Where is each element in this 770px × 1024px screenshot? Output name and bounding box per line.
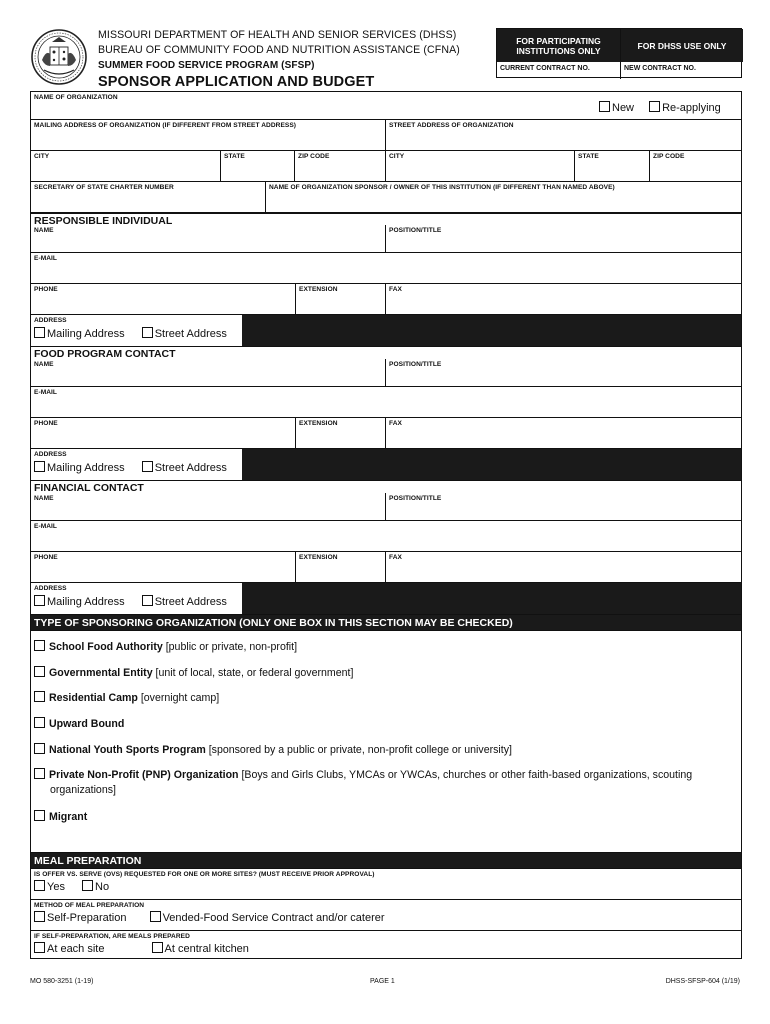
food-contact-email-field[interactable] bbox=[31, 386, 741, 417]
missouri-seal-icon bbox=[30, 28, 88, 86]
sponsor-type-name: School Food Authority bbox=[49, 641, 163, 653]
charter-number-field[interactable] bbox=[31, 182, 265, 212]
email-label: E-MAIL bbox=[34, 523, 58, 530]
where-prepared-row bbox=[31, 930, 741, 959]
central-kitchen-label: At central kitchen bbox=[164, 943, 249, 955]
sponsor-type-desc: [Boys and Girls Clubs, YMCAs or YWCAs, churches or other faith-based organizations, scouting bbox=[238, 769, 693, 781]
address-label: ADDRESS bbox=[34, 451, 67, 458]
form-page bbox=[30, 28, 742, 955]
ovs-row bbox=[31, 868, 741, 899]
financial-section-header: FINANCIAL CONTACT bbox=[31, 480, 741, 493]
sponsor-type-desc: [public or private, non-profit] bbox=[162, 641, 298, 653]
position-label: POSITION/TITLE bbox=[389, 495, 442, 502]
sponsor-type-name: Upward Bound bbox=[49, 718, 125, 730]
sponsor-type-name: Governmental Entity bbox=[49, 667, 153, 679]
mailing-address-checkbox[interactable] bbox=[34, 327, 45, 338]
sponsor-type-name: Residential Camp bbox=[49, 692, 138, 704]
financial-fax-field[interactable] bbox=[385, 552, 741, 582]
financial-position-field[interactable] bbox=[385, 493, 741, 520]
upward-bound-checkbox[interactable] bbox=[34, 717, 45, 728]
sponsor-owner-label: NAME OF ORGANIZATION SPONSOR / OWNER OF THIS INSTITUTION (IF DIFFERENT THAN NAMED ABOVE) bbox=[269, 184, 615, 191]
responsible-email-field[interactable] bbox=[31, 252, 741, 283]
program-line: SUMMER FOOD SERVICE PROGRAM (SFSP) bbox=[98, 60, 315, 71]
street-address-checkbox[interactable] bbox=[142, 461, 153, 472]
state-label: STATE bbox=[224, 153, 245, 160]
responsible-phone-field[interactable] bbox=[31, 284, 295, 314]
org-name-row[interactable] bbox=[31, 91, 741, 119]
participating-header: FOR PARTICIPATING INSTITUTIONS ONLY bbox=[497, 29, 620, 62]
meal-section-header: MEAL PREPARATION bbox=[31, 852, 741, 868]
org-name-label: NAME OF ORGANIZATION bbox=[34, 94, 118, 101]
dhss-use-header: FOR DHSS USE ONLY bbox=[621, 29, 743, 62]
email-label: E-MAIL bbox=[34, 389, 58, 396]
street-state-field[interactable] bbox=[574, 151, 649, 181]
street-city-field[interactable] bbox=[385, 151, 574, 181]
migrant-checkbox[interactable] bbox=[34, 810, 45, 821]
school-food-authority-checkbox[interactable] bbox=[34, 640, 45, 651]
agency-line-1: MISSOURI DEPARTMENT OF HEALTH AND SENIOR SERVICES (DHSS) bbox=[98, 29, 457, 41]
responsible-position-field[interactable] bbox=[385, 225, 741, 252]
method-row bbox=[31, 899, 741, 930]
charter-number-label: SECRETARY OF STATE CHARTER NUMBER bbox=[34, 184, 174, 191]
street-address-option: Street Address bbox=[154, 328, 227, 340]
mailing-state-field[interactable] bbox=[220, 151, 294, 181]
food-contact-position-field[interactable] bbox=[385, 359, 741, 386]
financial-extension-field[interactable] bbox=[295, 552, 385, 582]
sponsor-type-upward-bound[interactable] bbox=[34, 717, 124, 732]
city-label: CITY bbox=[389, 153, 405, 160]
extension-label: EXTENSION bbox=[299, 286, 338, 293]
food-contact-extension-field[interactable] bbox=[295, 418, 385, 448]
street-zip-field[interactable] bbox=[649, 151, 741, 181]
sponsor-type-pnp[interactable] bbox=[34, 768, 692, 798]
food-contact-section-header: FOOD PROGRAM CONTACT bbox=[31, 346, 741, 359]
street-address-option: Street Address bbox=[154, 462, 227, 474]
street-address-option: Street Address bbox=[154, 596, 227, 608]
sponsor-type-desc: [sponsored by a public or private, non-profit college or university] bbox=[205, 744, 512, 756]
ovs-no-checkbox[interactable] bbox=[82, 880, 93, 891]
fax-label: FAX bbox=[389, 554, 402, 561]
mailing-address-field[interactable] bbox=[31, 120, 385, 150]
ovs-label: IS OFFER VS. SERVE (OVS) REQUESTED FOR ONE OR MORE SITES? (MUST RECEIVE PRIOR APPROVAL) bbox=[34, 871, 375, 878]
zip-label: ZIP CODE bbox=[298, 153, 330, 160]
financial-name-field[interactable] bbox=[31, 493, 385, 520]
address-label: ADDRESS bbox=[34, 585, 67, 592]
page-number: PAGE 1 bbox=[370, 978, 395, 985]
address-label: ADDRESS bbox=[34, 317, 67, 324]
sponsor-type-governmental[interactable] bbox=[34, 666, 353, 681]
national-youth-sports-checkbox[interactable] bbox=[34, 743, 45, 754]
responsible-section-header: RESPONSIBLE INDIVIDUAL bbox=[31, 212, 741, 225]
responsible-extension-field[interactable] bbox=[295, 284, 385, 314]
agency-line-2: BUREAU OF COMMUNITY FOOD AND NUTRITION ASSISTANCE (CFNA) bbox=[98, 44, 460, 56]
street-address-label: STREET ADDRESS OF ORGANIZATION bbox=[389, 122, 514, 129]
ovs-no-label: No bbox=[95, 881, 110, 893]
mailing-address-checkbox[interactable] bbox=[34, 595, 45, 606]
state-label: STATE bbox=[578, 153, 599, 160]
financial-phone-field[interactable] bbox=[31, 552, 295, 582]
vended-label: Vended-Food Service Contract and/or caterer bbox=[162, 912, 385, 924]
mailing-address-option: Mailing Address bbox=[47, 462, 125, 474]
agency-lines bbox=[98, 28, 498, 73]
phone-label: PHONE bbox=[34, 554, 58, 561]
reapplying-checkbox[interactable] bbox=[649, 101, 660, 112]
sponsor-type-nysp[interactable] bbox=[34, 743, 512, 758]
mailing-address-checkbox[interactable] bbox=[34, 461, 45, 472]
sponsor-type-desc-cont: organizations] bbox=[50, 784, 116, 796]
central-kitchen-checkbox[interactable] bbox=[152, 942, 163, 953]
mailing-zip-field[interactable] bbox=[294, 151, 385, 181]
position-label: POSITION/TITLE bbox=[389, 227, 442, 234]
financial-address-row bbox=[31, 582, 741, 614]
reapplying-option-label: Re-applying bbox=[662, 102, 721, 114]
sponsor-type-school[interactable] bbox=[34, 640, 297, 655]
fax-label: FAX bbox=[389, 420, 402, 427]
street-address-checkbox[interactable] bbox=[142, 595, 153, 606]
zip-label: ZIP CODE bbox=[653, 153, 685, 160]
email-label: E-MAIL bbox=[34, 255, 58, 262]
private-non-profit-checkbox[interactable] bbox=[34, 768, 45, 779]
extension-label: EXTENSION bbox=[299, 554, 338, 561]
sponsor-type-desc: [overnight camp] bbox=[137, 692, 220, 704]
street-address-field[interactable] bbox=[385, 120, 741, 150]
phone-label: PHONE bbox=[34, 420, 58, 427]
street-address-checkbox[interactable] bbox=[142, 327, 153, 338]
financial-email-field[interactable] bbox=[31, 520, 741, 551]
page-title: SPONSOR APPLICATION AND BUDGET bbox=[98, 74, 375, 90]
new-contract-label: NEW CONTRACT NO. bbox=[624, 65, 696, 72]
sponsor-type-name: National Youth Sports Program bbox=[49, 744, 206, 756]
position-label: POSITION/TITLE bbox=[389, 361, 442, 368]
sponsor-type-name: Migrant bbox=[49, 811, 88, 823]
name-label: NAME bbox=[34, 495, 54, 502]
each-site-checkbox[interactable] bbox=[34, 942, 45, 953]
form-grid bbox=[30, 91, 742, 959]
food-contact-phone-field[interactable] bbox=[31, 418, 295, 448]
phone-label: PHONE bbox=[34, 286, 58, 293]
mailing-city-field[interactable] bbox=[31, 151, 220, 181]
self-prep-label: Self-Preparation bbox=[47, 912, 127, 924]
form-code: DHSS-SFSP-604 (1/19) bbox=[665, 978, 740, 985]
name-label: NAME bbox=[34, 227, 54, 234]
sponsor-type-migrant[interactable] bbox=[34, 810, 87, 825]
sponsor-owner-field[interactable] bbox=[265, 182, 741, 212]
extension-label: EXTENSION bbox=[299, 420, 338, 427]
mailing-address-label: MAILING ADDRESS OF ORGANIZATION (IF DIFFERENT FROM STREET ADDRESS) bbox=[34, 122, 297, 129]
current-contract-label: CURRENT CONTRACT NO. bbox=[500, 65, 590, 72]
contract-box bbox=[496, 28, 742, 78]
sponsor-type-camp[interactable] bbox=[34, 691, 219, 706]
food-contact-fax-field[interactable] bbox=[385, 418, 741, 448]
form-number: MO 580-3251 (1-19) bbox=[30, 978, 94, 985]
self-prep-checkbox[interactable] bbox=[34, 911, 45, 922]
governmental-entity-checkbox[interactable] bbox=[34, 666, 45, 677]
responsible-name-field[interactable] bbox=[31, 225, 385, 252]
city-label: CITY bbox=[34, 153, 50, 160]
ovs-yes-checkbox[interactable] bbox=[34, 880, 45, 891]
where-prepared-label: IF SELF-PREPARATION, ARE MEALS PREPARED bbox=[34, 933, 190, 940]
fax-label: FAX bbox=[389, 286, 402, 293]
responsible-address-row bbox=[31, 314, 741, 346]
sponsor-type-desc: [unit of local, state, or federal government] bbox=[152, 667, 354, 679]
sponsor-type-section-header: TYPE OF SPONSORING ORGANIZATION (ONLY ONE BOX IN THIS SECTION MAY BE CHECKED) bbox=[31, 614, 741, 630]
ovs-yes-label: Yes bbox=[47, 881, 65, 893]
method-label: METHOD OF MEAL PREPARATION bbox=[34, 902, 145, 909]
new-checkbox[interactable] bbox=[599, 101, 610, 112]
name-label: NAME bbox=[34, 361, 54, 368]
residential-camp-checkbox[interactable] bbox=[34, 691, 45, 702]
mailing-address-option: Mailing Address bbox=[47, 596, 125, 608]
mailing-address-option: Mailing Address bbox=[47, 328, 125, 340]
vended-checkbox[interactable] bbox=[150, 911, 161, 922]
responsible-fax-field[interactable] bbox=[385, 284, 741, 314]
food-contact-address-row bbox=[31, 448, 741, 480]
sponsor-type-name: Private Non-Profit (PNP) Organization bbox=[49, 769, 239, 781]
new-option-label: New bbox=[612, 102, 635, 114]
each-site-label: At each site bbox=[47, 943, 105, 955]
form-header bbox=[30, 28, 742, 91]
food-contact-name-field[interactable] bbox=[31, 359, 385, 386]
sponsor-type-list bbox=[31, 630, 741, 852]
